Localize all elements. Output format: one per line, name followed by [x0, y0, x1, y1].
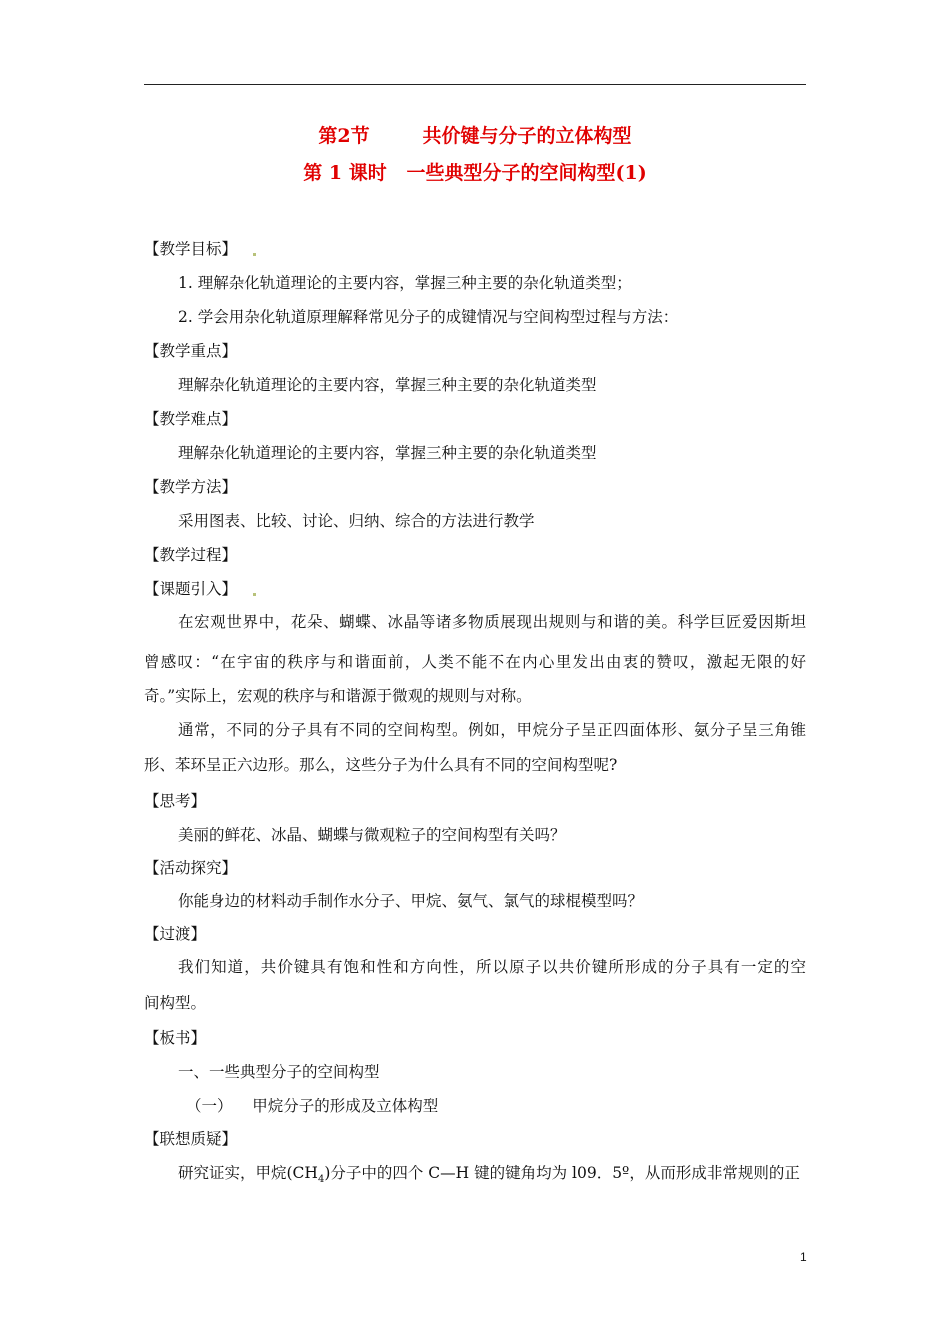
activity-heading: 【活动探究】 — [144, 859, 238, 877]
process-heading: 【教学过程】 — [144, 546, 238, 564]
question-heading: 【联想质疑】 — [144, 1130, 238, 1148]
key-points-text: 理解杂化轨道理论的主要内容，掌握三种主要的杂化轨道类型 — [178, 376, 597, 394]
section-title: 第2节 共价键与分子的立体构型 — [318, 125, 632, 147]
header-rule — [144, 84, 806, 85]
intro-paragraph-line: 奇。”实际上，宏观的秩序与和谐源于微观的规则与对称。 — [144, 687, 532, 705]
board-item-1: 一、一些典型分子的空间构型 — [178, 1063, 380, 1081]
board-heading: 【板书】 — [144, 1029, 207, 1047]
intro-paragraph-line: 通常，不同的分子具有不同的空间构型。例如，甲烷分子呈正四面体形、氨分子呈三角锥 — [178, 721, 806, 739]
intro-paragraph-line: 在宏观世界中，花朵、蝴蝶、冰晶等诸多物质展现出规则与和谐的美。科学巨匠爱因斯坦 — [178, 613, 806, 631]
objectives-heading: 【教学目标】 — [144, 239, 256, 259]
question-text: 研究证实，甲烷$(CH_4)$分子中的四个 C—H 键的键角均为 l09．5º，从而形成非常规则的正 — [178, 1164, 800, 1186]
think-heading: 【思考】 — [144, 792, 207, 810]
key-points-heading: 【教学重点】 — [144, 342, 238, 360]
transition-line: 间构型。 — [144, 994, 207, 1012]
lesson-title: 第 1 课时 一些典型分子的空间构型(1) — [303, 162, 647, 184]
objective-1: 1. 理解杂化轨道理论的主要内容，掌握三种主要的杂化轨道类型； — [178, 274, 632, 292]
difficulties-heading: 【教学难点】 — [144, 410, 238, 428]
objective-2: 2. 学会用杂化轨道原理解释常见分子的成键情况与空间构型过程与方法： — [178, 308, 679, 326]
page-number: 1 — [800, 1250, 807, 1264]
think-text: 美丽的鲜花、冰晶、蝴蝶与微观粒子的空间构型有关吗？ — [178, 826, 566, 844]
intro-paragraph-line: 曾感叹：“在宇宙的秩序与和谐面前，人类不能不在内心里发出由衷的赞叹，激起无限的好 — [144, 653, 806, 671]
intro-paragraph-line: 形、苯环呈正六边形。那么，这些分子为什么具有不同的空间构型呢? — [144, 756, 618, 774]
subscript: 4 — [317, 1174, 325, 1186]
board-item-2: （一） 甲烷分子的形成及立体构型 — [186, 1097, 439, 1115]
stray-mark — [253, 593, 256, 596]
transition-heading: 【过渡】 — [144, 925, 207, 943]
methods-text: 采用图表、比较、讨论、归纳、综合的方法进行教学 — [178, 512, 535, 530]
activity-text: 你能身边的材料动手制作水分子、甲烷、氨气、氯气的球棍模型吗？ — [178, 892, 644, 910]
difficulties-text: 理解杂化轨道理论的主要内容，掌握三种主要的杂化轨道类型 — [178, 444, 597, 462]
transition-line: 我们知道，共价键具有饱和性和方向性，所以原子以共价键所形成的分子具有一定的空 — [178, 958, 806, 976]
intro-heading: 【课题引入】 — [144, 579, 256, 599]
stray-mark — [253, 253, 256, 256]
methods-heading: 【教学方法】 — [144, 478, 238, 496]
